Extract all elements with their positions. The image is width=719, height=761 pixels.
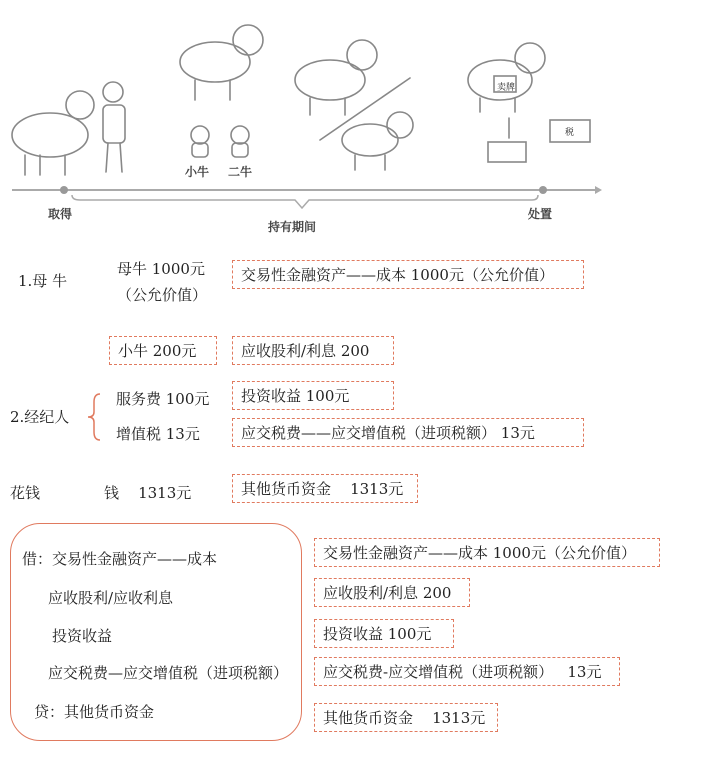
calf-item: 小牛 200元 (109, 336, 217, 365)
row2-label: 2.经纪人 (10, 408, 70, 426)
stage-dispose: 处置 (528, 207, 553, 221)
calf2-label: 二牛 (228, 165, 253, 179)
cow-illustration (0, 0, 719, 240)
row1-label: 1.母 牛 (18, 272, 68, 290)
journal-entry: 其他货币资金 1313元 (314, 703, 498, 732)
row1-item-sub: （公允价值） (117, 286, 208, 304)
tax-label: 税 (565, 128, 575, 138)
sale-sign-label: 卖牌 (497, 83, 516, 93)
row1-item: 母牛 1000元 (117, 260, 205, 278)
journal-line: 借：交易性金融资产——成本 (22, 550, 218, 568)
stage-hold: 持有期间 (268, 220, 317, 234)
journal-entry: 交易性金融资产——成本 1000元（公允价值） (314, 538, 660, 567)
cows-split (295, 40, 413, 170)
journal-entry: 应收股利/利息 200 (314, 578, 470, 607)
journal-entry: 应交税费-应交增值税（进项税额） 13元 (314, 657, 620, 686)
vat-item: 增值税 13元 (116, 425, 200, 443)
cow-with-calves (180, 25, 263, 157)
fee-entry: 投资收益 100元 (232, 381, 394, 410)
brace-icon (86, 392, 106, 442)
row3-item: 钱 1313元 (104, 484, 192, 502)
cow-for-sale (468, 43, 590, 162)
journal-line: 贷：其他货币资金 (34, 703, 155, 721)
journal-line: 投资收益 (52, 627, 113, 645)
row1-entry: 交易性金融资产——成本 1000元（公允价值） (232, 260, 584, 289)
journal-line: 应收股利/应收利息 (48, 589, 174, 607)
vat-entry: 应交税费——应交增值税（进项税额） 13元 (232, 418, 584, 447)
fee-item: 服务费 100元 (116, 390, 210, 408)
stage-acquire: 取得 (48, 207, 73, 221)
row3-label: 花钱 (10, 484, 41, 502)
cow-with-farmer (12, 82, 125, 175)
calf1-label: 小牛 (185, 165, 210, 179)
journal-line: 应交税费—应交增值税（进项税额） (48, 664, 289, 682)
journal-entry: 投资收益 100元 (314, 619, 454, 648)
calf-entry: 应收股利/利息 200 (232, 336, 394, 365)
row3-entry: 其他货币资金 1313元 (232, 474, 418, 503)
